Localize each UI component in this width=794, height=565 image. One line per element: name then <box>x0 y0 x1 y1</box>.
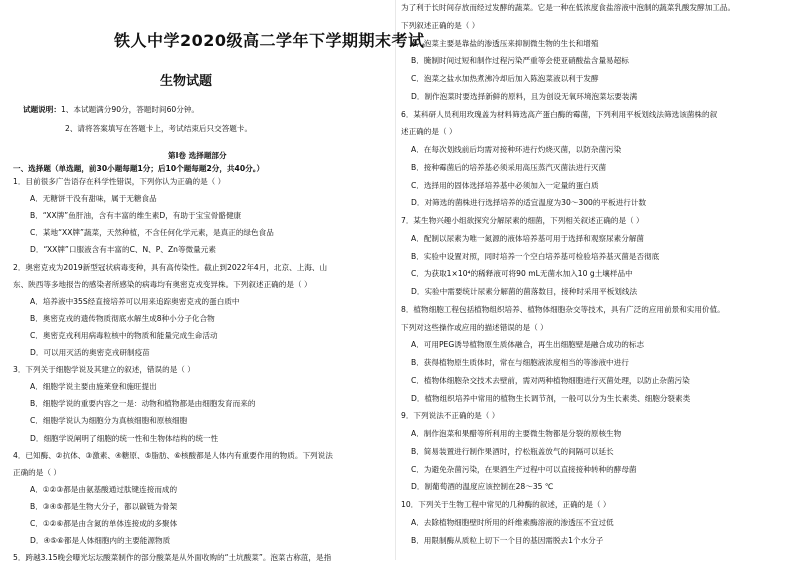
answer-option: C．泡菜之盐水加热煮沸冷却后加入陈泡菜液以利于发酵 <box>411 74 599 83</box>
answer-option: A．培养液中35S经直接培养可以用来追踪奥密克戎的蛋白质中 <box>30 296 240 306</box>
question-text: 述正确的是（ ） <box>401 127 457 137</box>
question-text: 下列对这些操作或应用的描述错误的是（ ） <box>401 322 548 332</box>
answer-option: D．制葡萄酒的温度应该控制在28～35 ℃ <box>411 482 554 492</box>
question-text: 7．某生物兴趣小组欲探究分解尿素的细菌，下列相关叙述正确的是（ ） <box>401 216 644 225</box>
answer-option: B．腌制时间过短和制作过程污染严重等会使亚硝酸盐含量易超标 <box>411 56 629 66</box>
question-text: 下列叙述正确的是（ ） <box>401 20 480 30</box>
answer-option: A．无糖饼干没有甜味，属于无糖食品 <box>30 194 157 204</box>
question-text: 2．奥密克戎为2019新型冠状病毒变种，具有高传染性。截止到2022年4月，北京、上海、山 <box>13 262 328 272</box>
answer-option: D．植物组织培养中常用的植物生长调节剂，一般可以分为生长素类、细胞分裂素类 <box>411 393 691 403</box>
instruction-2: 2、请将答案填写在答题卡上，考试结束后只交答题卡。 <box>65 124 253 133</box>
answer-option: C．细胞学说认为细胞分为真核细胞和原核细胞 <box>30 416 188 426</box>
answer-option: D．细胞学说阐明了细胞的统一性和生物体结构的统一性 <box>30 433 219 443</box>
answer-option: A．去除植物细胞壁时所用的纤维素酶溶液的渗透压不宜过低 <box>411 517 614 527</box>
question-text: 1．目前很多广告语存在科学性错误，下列你认为正确的是（ ） <box>13 177 226 186</box>
answer-option: C．植物体细胞杂交技术去壁前，需对两种植物细胞进行灭菌处理，以防止杂菌污染 <box>411 375 690 385</box>
answer-option: D．制作泡菜时要选择新鲜的原料，且为创设无氧环境泡菜坛要装满 <box>411 91 638 101</box>
answer-option: B．实验中设置对照，同时培养一个空白培养基可检验培养基灭菌是否彻底 <box>411 251 660 261</box>
exam-title: 铁人中学2020级高二学年下学期期末考试 <box>114 31 425 50</box>
question-text: 东、陕西等多地报告的感染者所感染的病毒均有奥密克戎变异株。下列叙述正确的是（ ） <box>13 279 312 289</box>
answer-option: D．“XX牌”口服液含有丰富的C、N、P、Zn等微量元素 <box>30 245 216 255</box>
answer-option: A．制作泡菜和果醋等所利用的主要微生物都是分裂的原核生物 <box>411 429 622 438</box>
answer-option: C．选择用的固体选择培养基中必须加入一定量的蛋白质 <box>411 180 599 190</box>
instructions-line-1 <box>23 104 199 117</box>
answer-option: B．用限制酶从质粒上切下一个目的基因需脱去1个水分子 <box>411 535 604 545</box>
answer-option: B．获得植物原生质体时，常在与细胞液浓度相当的等渗液中进行 <box>411 358 629 367</box>
question-text: 3．下列关于细胞学说及其建立的叙述，错误的是（ ） <box>13 365 195 375</box>
answer-option: A．①②③都是由氨基酸通过肽键连接而成的 <box>30 484 178 494</box>
question-text: 正确的是（ ） <box>13 467 61 477</box>
answer-option: B．接种霉菌后的培养基必须采用高压蒸汽灭菌法进行灭菌 <box>411 162 607 172</box>
answer-option: B．③④⑤都是生物大分子，都以碳链为骨架 <box>30 501 178 511</box>
question-text: 8．植物细胞工程包括植物组织培养、植物体细胞杂交等技术，具有广泛的应用前景和实用价值。 <box>401 304 725 314</box>
answer-option: C．某地“XX牌”蔬菜，天然种植，不含任何化学元素，是真正的绿色食品 <box>30 228 274 238</box>
section-header: 第Ⅰ卷 选择题部分 <box>168 151 227 160</box>
answer-option: A．配制以尿素为唯一氮源的液体培养基可用于选择和观察尿素分解菌 <box>411 233 645 243</box>
answer-option: C．①②⑥都是由含氮的单体连接成的多聚体 <box>30 519 178 528</box>
question-text: 5．跨越3.15晚会曝光坛坛酸菜制作的部分酸菜是从外面收购的“土坑酸菜”。泡菜古称菹，是指 <box>13 553 332 563</box>
answer-option: A．在每次划线前后均需对接种环进行灼烧灭菌，以防杂菌污染 <box>411 145 622 154</box>
answer-option: B．细胞学说的重要内容之一是：动物和植物都是由细胞发育而来的 <box>30 399 256 409</box>
answer-option: A．可用PEG诱导植物原生质体融合，再生出细胞壁是融合成功的标志 <box>411 340 645 350</box>
answer-option: D．可以用灭活的奥密克戎研制疫苗 <box>30 348 150 357</box>
answer-option: D．④⑤⑥都是人体细胞内的主要能源物质 <box>30 536 171 546</box>
answer-option: B．奥密克戎的遗传物质彻底水解生成8种小分子化合物 <box>30 313 215 323</box>
answer-option: C．为获取1×10⁴的稀释液可将90 mL无菌水加入10 g土壤样品中 <box>411 269 633 279</box>
answer-option: B．“XX牌”鱼肝油，含有丰富的维生素D，有助于宝宝骨骼健康 <box>30 211 242 221</box>
part-heading: 一、选择题（单选题，前30小题每题1分；后10个题每题2分，共40分。） <box>13 164 265 173</box>
answer-option: B．简易装置进行制作果酒时，拧松瓶盖放气的间隔可以延长 <box>411 446 614 456</box>
answer-option: D．对筛选的菌株进行选择培养的适宜温度为30～300的平板进行计数 <box>411 198 647 208</box>
question-text: 4．已知酶、②抗体、③激素、④糖原、⑤脂肪、⑥核酸都是人体内有重要作用的物质。下列说法 <box>13 450 333 460</box>
answer-option: D．实验中需要统计尿素分解菌的菌落数目，接种时采用平板划线法 <box>411 287 638 296</box>
question-text: 为了利于长时间存放而经过发酵的蔬菜。它是一种在低浓度食盐溶液中泡制的蔬菜乳酸发酵加工品。 <box>401 3 736 12</box>
answer-option: C．奥密克戎利用病毒粒核中的物质和能量完成生命活动 <box>30 330 218 340</box>
answer-option: A．细胞学说主要由施莱登和施旺提出 <box>30 382 157 392</box>
exam-subject: 生物试题 <box>160 74 213 89</box>
question-text: 10．下列关于生物工程中常见的几种酶的叙述，正确的是（ ） <box>401 500 611 509</box>
instruction-1: 1、本试题满分90分，答题时间60分钟。 <box>60 105 200 114</box>
column-divider <box>395 0 396 560</box>
instructions-label: 试题说明： <box>23 105 61 114</box>
question-text: 9．下列说法不正确的是（ ） <box>401 411 500 421</box>
answer-option: A．泡菜主要是靠盐的渗透压来抑制微生物的生长和增殖 <box>411 38 599 48</box>
question-text: 6．某科研人员利用玫瑰盖为材料筛选高产蛋白酶的霉菌，下列利用平板划线法筛选该菌株的叙 <box>401 109 718 119</box>
answer-option: C．为避免杂菌污染，在果酒生产过程中可以直接接种转种的酵母菌 <box>411 464 637 474</box>
